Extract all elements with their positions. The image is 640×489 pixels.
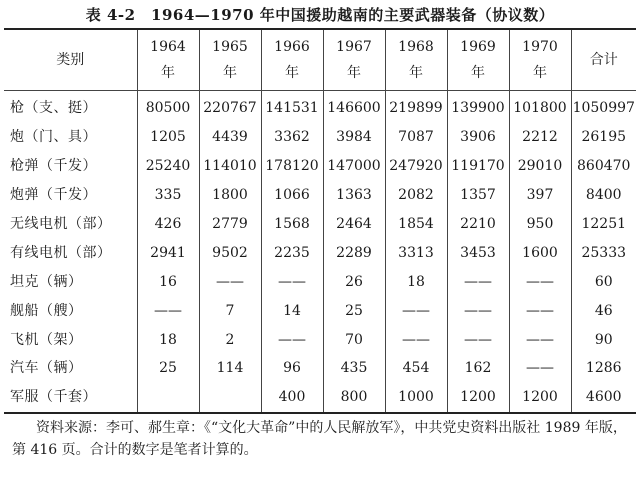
value-cell: 2779 [199, 210, 261, 239]
header-year-unit: 年 [285, 65, 299, 81]
value-cell: 29010 [509, 152, 571, 181]
value-cell: 1568 [261, 210, 323, 239]
header-year-number: 1968 [398, 39, 434, 55]
value-cell: 335 [137, 181, 199, 210]
value-cell: 435 [323, 354, 385, 383]
value-cell: 2 [199, 325, 261, 354]
value-cell: 96 [261, 354, 323, 383]
value-cell: 800 [323, 383, 385, 413]
value-cell: 147000 [323, 152, 385, 181]
row-total: 8400 [571, 181, 636, 210]
value-cell: 7087 [385, 123, 447, 152]
value-cell: 2464 [323, 210, 385, 239]
source-note: 资料来源：李可、郝生章：《“文化大革命”中的人民解放军》，中共党史资料出版社 1989 年版，第 416 页。合计的数字是笔者计算的。 [12, 419, 627, 458]
value-cell: 3984 [323, 123, 385, 152]
value-cell: 400 [261, 383, 323, 413]
value-cell: —— [509, 267, 571, 296]
header-year-number: 1969 [460, 39, 496, 55]
value-cell: —— [509, 296, 571, 325]
header-row [4, 29, 636, 91]
table-row [4, 152, 636, 181]
value-cell: 139900 [447, 91, 509, 123]
row-category: 舰船（艘） [4, 296, 137, 325]
value-cell: 114010 [199, 152, 261, 181]
value-cell: 26 [323, 267, 385, 296]
header-total: 合计 [571, 29, 636, 91]
value-cell: 7 [199, 296, 261, 325]
value-cell: 2212 [509, 123, 571, 152]
value-cell: 1200 [447, 383, 509, 413]
row-category: 炮（门、具） [4, 123, 137, 152]
row-category: 枪（支、挺） [4, 91, 137, 123]
row-total: 46 [571, 296, 636, 325]
value-cell: 9502 [199, 238, 261, 267]
value-cell: —— [509, 354, 571, 383]
value-cell: 178120 [261, 152, 323, 181]
value-cell: 1600 [509, 238, 571, 267]
value-cell: 146600 [323, 91, 385, 123]
table-row [4, 91, 636, 123]
value-cell: 1200 [509, 383, 571, 413]
value-cell: 2082 [385, 181, 447, 210]
row-category: 坦克（辆） [4, 267, 137, 296]
header-year [385, 29, 447, 91]
value-cell: 70 [323, 325, 385, 354]
value-cell: 950 [509, 210, 571, 239]
value-cell: 1000 [385, 383, 447, 413]
value-cell: 80500 [137, 91, 199, 123]
row-category: 有线电机（部） [4, 238, 137, 267]
row-category: 军服（千套） [4, 383, 137, 413]
table-row [4, 181, 636, 210]
header-year-unit: 年 [347, 65, 361, 81]
table-body [4, 91, 636, 413]
value-cell: 426 [137, 210, 199, 239]
value-cell: 101800 [509, 91, 571, 123]
header-year-unit: 年 [409, 65, 423, 81]
header-year [137, 29, 199, 91]
value-cell: —— [261, 325, 323, 354]
row-category: 无线电机（部） [4, 210, 137, 239]
row-total: 90 [571, 325, 636, 354]
value-cell: 25 [137, 354, 199, 383]
value-cell: 220767 [199, 91, 261, 123]
value-cell: —— [447, 296, 509, 325]
value-cell: 397 [509, 181, 571, 210]
table-row [4, 296, 636, 325]
value-cell: 2289 [323, 238, 385, 267]
row-category: 汽车（辆） [4, 354, 137, 383]
header-year-unit: 年 [533, 65, 547, 81]
value-cell: 25 [323, 296, 385, 325]
value-cell: 1205 [137, 123, 199, 152]
header-year-number: 1966 [274, 39, 310, 55]
table-row [4, 267, 636, 296]
value-cell: —— [137, 296, 199, 325]
value-cell: 1066 [261, 181, 323, 210]
row-total: 26195 [571, 123, 636, 152]
value-cell: 219899 [385, 91, 447, 123]
value-cell: —— [447, 267, 509, 296]
weapons-aid-table [4, 28, 636, 414]
value-cell: 2210 [447, 210, 509, 239]
value-cell: —— [509, 325, 571, 354]
table-row [4, 354, 636, 383]
value-cell: 16 [137, 267, 199, 296]
value-cell: 3313 [385, 238, 447, 267]
value-cell [137, 383, 199, 413]
header-year-number: 1970 [522, 39, 558, 55]
value-cell: —— [385, 325, 447, 354]
table-row [4, 383, 636, 413]
row-total: 60 [571, 267, 636, 296]
value-cell: 2941 [137, 238, 199, 267]
value-cell: 119170 [447, 152, 509, 181]
value-cell: 3453 [447, 238, 509, 267]
header-year [509, 29, 571, 91]
table-row [4, 123, 636, 152]
header-year [447, 29, 509, 91]
value-cell: —— [447, 325, 509, 354]
value-cell: 162 [447, 354, 509, 383]
row-category: 炮弹（千发） [4, 181, 137, 210]
value-cell: 114 [199, 354, 261, 383]
header-year-unit: 年 [471, 65, 485, 81]
row-total: 1286 [571, 354, 636, 383]
row-total: 860470 [571, 152, 636, 181]
table-row [4, 210, 636, 239]
header-year-number: 1964 [150, 39, 186, 55]
value-cell: 3362 [261, 123, 323, 152]
value-cell: —— [385, 296, 447, 325]
value-cell: 247920 [385, 152, 447, 181]
value-cell: 3906 [447, 123, 509, 152]
header-category: 类别 [4, 29, 137, 91]
value-cell: 1357 [447, 181, 509, 210]
value-cell: 18 [385, 267, 447, 296]
header-year [261, 29, 323, 91]
row-category: 枪弹（千发） [4, 152, 137, 181]
header-year-unit: 年 [223, 65, 237, 81]
value-cell: 1363 [323, 181, 385, 210]
row-total: 25333 [571, 238, 636, 267]
value-cell: 1800 [199, 181, 261, 210]
value-cell: 14 [261, 296, 323, 325]
header-year [199, 29, 261, 91]
row-total: 4600 [571, 383, 636, 413]
header-year-number: 1967 [336, 39, 372, 55]
table-row [4, 325, 636, 354]
row-total: 12251 [571, 210, 636, 239]
header-year [323, 29, 385, 91]
value-cell: —— [199, 267, 261, 296]
table-title: 表 4-2 1964—1970 年中国援助越南的主要武器装备（协议数） [85, 6, 555, 24]
header-year-number: 1965 [212, 39, 248, 55]
value-cell: 454 [385, 354, 447, 383]
value-cell: —— [261, 267, 323, 296]
row-total: 1050997 [571, 91, 636, 123]
value-cell: 4439 [199, 123, 261, 152]
header-year-unit: 年 [161, 65, 175, 81]
value-cell: 141531 [261, 91, 323, 123]
value-cell: 2235 [261, 238, 323, 267]
row-category: 飞机（架） [4, 325, 137, 354]
value-cell: 18 [137, 325, 199, 354]
table-row [4, 238, 636, 267]
value-cell: 25240 [137, 152, 199, 181]
value-cell [199, 383, 261, 413]
value-cell: 1854 [385, 210, 447, 239]
